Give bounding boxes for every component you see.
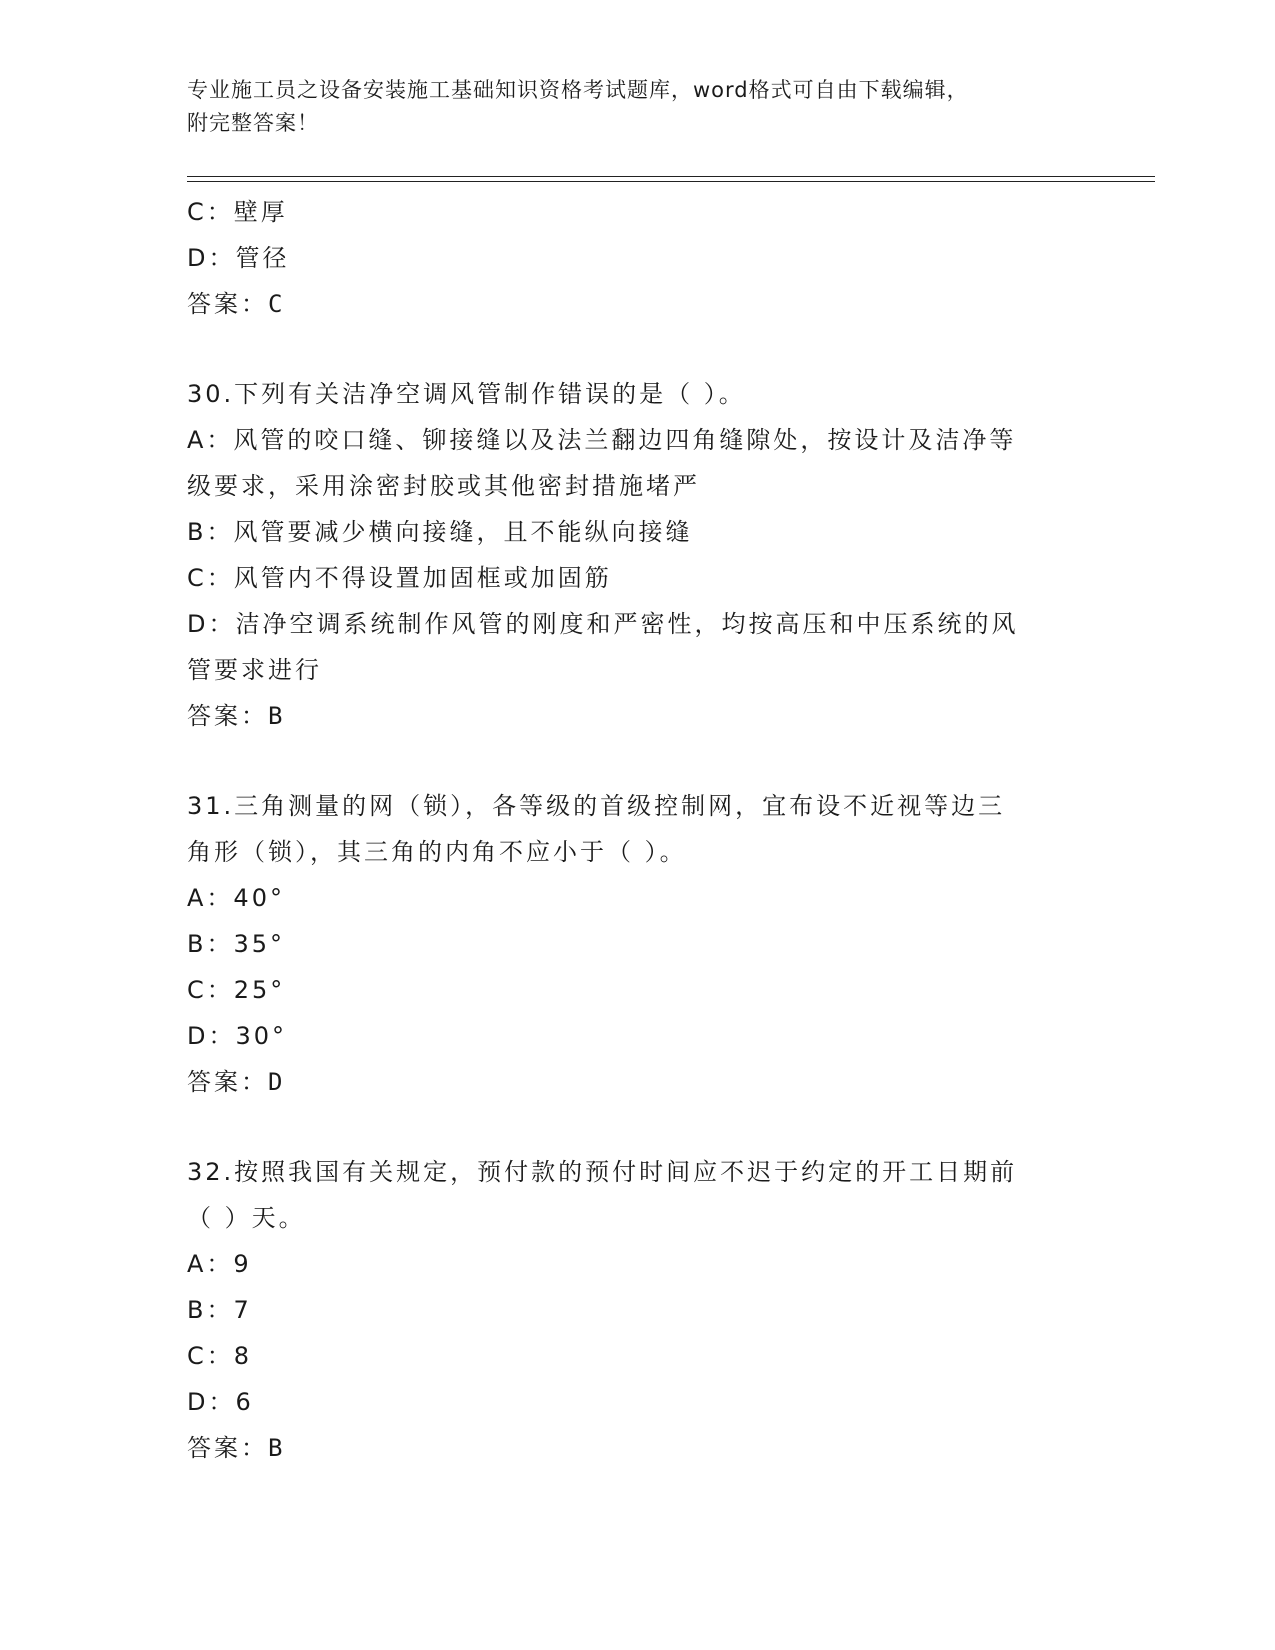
option-text: 风管要减少横向接缝，且不能纵向接缝 bbox=[233, 518, 693, 546]
spacer bbox=[187, 327, 1082, 371]
answer bbox=[187, 1059, 1082, 1105]
option-d bbox=[187, 1379, 1082, 1425]
option-c bbox=[187, 555, 1082, 601]
question-stem-continued: 角形（锁），其三角的内角不应小于（ ）。 bbox=[187, 838, 687, 866]
question-stem: 30.下列有关洁净空调风管制作错误的是（ ）。 bbox=[187, 380, 746, 408]
option-d bbox=[187, 601, 1082, 647]
option-label: A： bbox=[187, 426, 234, 454]
answer-label: 答案： bbox=[187, 702, 268, 730]
option-label: C： bbox=[187, 564, 234, 592]
option-c bbox=[187, 1333, 1082, 1379]
option-label: D： bbox=[187, 1388, 236, 1416]
option-label: B： bbox=[187, 518, 234, 546]
option-label: D： bbox=[187, 610, 236, 638]
option-a bbox=[187, 417, 1082, 463]
question-stem: 31.三角测量的网（锁），各等级的首级控制网，宜布设不近视等边三 bbox=[187, 792, 1006, 820]
header-divider-bottom bbox=[187, 181, 1155, 182]
option-a bbox=[187, 875, 1082, 921]
answer-label: 答案： bbox=[187, 290, 268, 318]
option-text: 8 bbox=[233, 1342, 253, 1370]
option-label: C： bbox=[187, 1342, 234, 1370]
header-divider-top bbox=[187, 176, 1155, 177]
option-d-continued: 管要求进行 bbox=[187, 656, 322, 684]
answer bbox=[187, 1425, 1082, 1471]
option-text: 风管内不得设置加固框或加固筋 bbox=[233, 564, 612, 592]
option-b bbox=[187, 509, 1082, 555]
option-label: B： bbox=[187, 930, 234, 958]
option-label: A： bbox=[187, 884, 234, 912]
spacer bbox=[187, 739, 1082, 783]
option-label: C： bbox=[187, 198, 234, 226]
option-text: 9 bbox=[233, 1250, 252, 1278]
option-text: 6 bbox=[235, 1388, 254, 1416]
option-b bbox=[187, 1287, 1082, 1333]
question-31 bbox=[187, 783, 1082, 1105]
answer bbox=[187, 281, 1082, 327]
option-text: 洁净空调系统制作风管的刚度和严密性，均按高压和中压系统的风 bbox=[235, 610, 1019, 638]
previous-question bbox=[187, 189, 1082, 327]
answer-value: C bbox=[268, 290, 286, 318]
option-c bbox=[187, 189, 1082, 235]
question-list bbox=[187, 189, 1082, 1471]
answer-label: 答案： bbox=[187, 1068, 268, 1096]
question-stem: 32.按照我国有关规定，预付款的预付时间应不迟于约定的开工日期前 bbox=[187, 1158, 1018, 1186]
option-text: 25° bbox=[233, 976, 286, 1004]
answer-value: B bbox=[268, 702, 286, 730]
question-stem-continued: （ ）天。 bbox=[187, 1204, 306, 1232]
option-label: A： bbox=[187, 1250, 234, 1278]
spacer bbox=[187, 1105, 1082, 1149]
option-b bbox=[187, 921, 1082, 967]
option-label: C： bbox=[187, 976, 234, 1004]
option-d bbox=[187, 1013, 1082, 1059]
answer-label: 答案： bbox=[187, 1434, 268, 1462]
option-text: 壁厚 bbox=[233, 198, 288, 226]
option-text: 30° bbox=[235, 1022, 288, 1050]
question-30 bbox=[187, 371, 1082, 739]
header-line-2: 附完整答案！ bbox=[187, 111, 319, 135]
option-label: D： bbox=[187, 244, 236, 272]
option-text: 7 bbox=[233, 1296, 252, 1324]
option-label: B： bbox=[187, 1296, 234, 1324]
option-text: 风管的咬口缝、铆接缝以及法兰翻边四角缝隙处，按设计及洁净等 bbox=[233, 426, 1017, 454]
option-text: 管径 bbox=[235, 244, 290, 272]
answer-value: B bbox=[268, 1434, 286, 1462]
option-c bbox=[187, 967, 1082, 1013]
document-header bbox=[187, 74, 1087, 140]
answer-value: D bbox=[268, 1068, 286, 1096]
option-label: D： bbox=[187, 1022, 236, 1050]
question-32 bbox=[187, 1149, 1082, 1471]
option-text: 35° bbox=[233, 930, 286, 958]
option-d bbox=[187, 235, 1082, 281]
header-line-1: 专业施工员之设备安装施工基础知识资格考试题库，word格式可自由下载编辑， bbox=[187, 78, 969, 102]
option-a-continued: 级要求，采用涂密封胶或其他密封措施堵严 bbox=[187, 472, 700, 500]
option-text: 40° bbox=[233, 884, 285, 912]
answer bbox=[187, 693, 1082, 739]
option-a bbox=[187, 1241, 1082, 1287]
